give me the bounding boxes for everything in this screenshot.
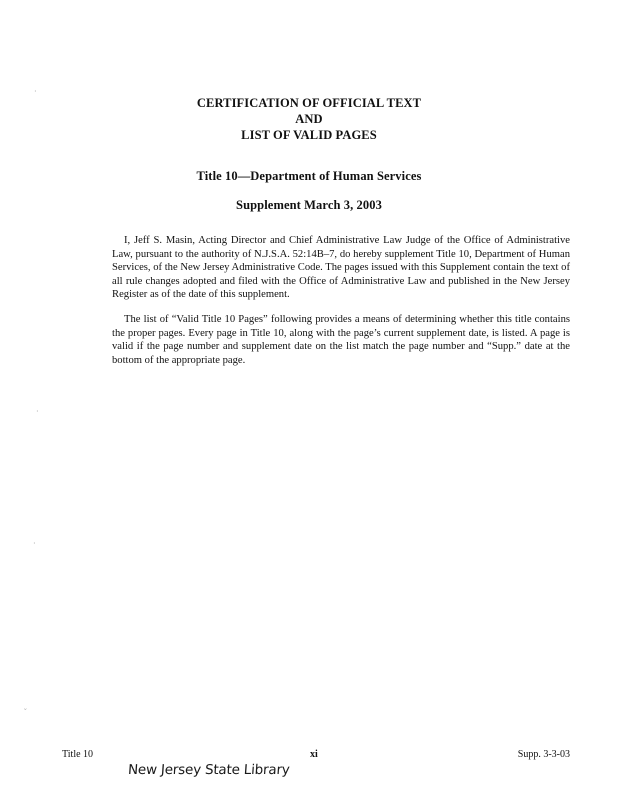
certification-heading	[0, 95, 618, 143]
valid-pages-paragraph: The list of “Valid Title 10 Pages” following provides a means of determining whether this title contains the proper pages. Every page in Title 10, along with the page’s current supplement date, is listed. A page is valid if the page number and supplement date on the list match the page number and “Supp.” date at the bottom of the appropriate page.	[112, 314, 570, 366]
supplement-date: Supplement March 3, 2003	[236, 198, 382, 212]
heading-line: AND	[295, 112, 323, 126]
footer-page-number: xi	[310, 749, 318, 760]
certification-paragraph: I, Jeff S. Masin, Acting Director and Chief Administrative Law Judge of the Office of Administrative Law, pursuant to the authority of N.J.S.A. 52:14B–7, do hereby supplement Title 10, Department of Human Services, of the New Jersey Administrative Code. The pages issued with this Supplement contain the text of all rule changes adopted and filed with the Office of Administrative Law and published in the New Jersey Register as of the date of this supplement.	[112, 235, 570, 301]
scan-speck: ·	[33, 539, 36, 548]
heading-line: LIST OF VALID PAGES	[241, 128, 377, 142]
scan-speck: ˘	[24, 707, 27, 716]
footer-title: Title 10	[62, 749, 94, 760]
footer-supplement: Supp. 3-3-03	[517, 749, 570, 760]
library-stamp: New Jersey State Library	[127, 762, 291, 778]
title-subtitle: Title 10—Department of Human Services	[196, 169, 422, 183]
heading-line: CERTIFICATION OF OFFICIAL TEXT	[196, 96, 422, 110]
scan-speck: ·	[36, 407, 39, 416]
scan-speck: ·	[34, 87, 37, 96]
